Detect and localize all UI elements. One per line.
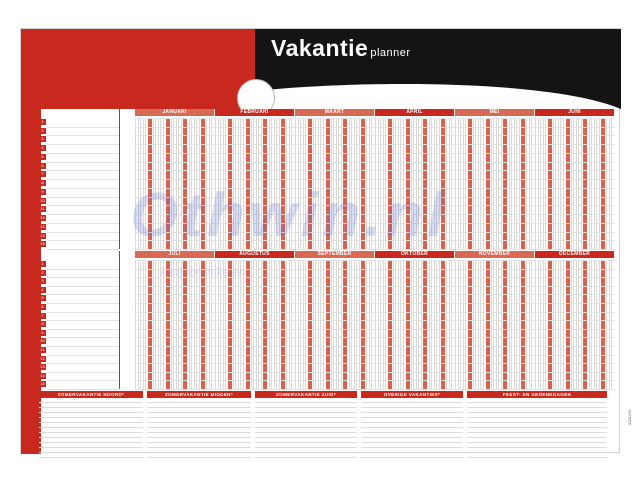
row-line <box>47 277 119 278</box>
legend-text-line <box>147 419 251 423</box>
legend-text-line <box>255 434 357 438</box>
row-number: 11 <box>40 206 45 212</box>
row-number: 8 <box>39 321 46 327</box>
weekend-stripe <box>583 260 587 389</box>
grid-row-line <box>135 294 615 295</box>
row-line <box>47 179 119 180</box>
legend-text-line <box>39 439 143 443</box>
grid-row-line <box>135 312 615 313</box>
row-number: 12 <box>40 215 45 221</box>
legend-text-line <box>147 424 251 428</box>
row-number: 15 <box>40 241 45 247</box>
row-line <box>47 337 119 338</box>
legend-text-line <box>255 404 357 408</box>
month-header: OKTOBER <box>375 251 454 258</box>
legend-box <box>467 391 607 471</box>
weekend-stripe <box>361 260 365 389</box>
weekend-stripe <box>166 260 170 389</box>
legend-text-line <box>147 439 251 443</box>
weekend-stripe <box>601 260 605 389</box>
month-header: APRIL <box>375 109 454 116</box>
legend-box <box>147 391 251 471</box>
legend-text-line <box>255 419 357 423</box>
row-line <box>47 249 119 250</box>
grid-row-line <box>135 363 615 364</box>
legend-text-line <box>147 434 251 438</box>
month-header: SEPTEMBER <box>295 251 374 258</box>
row-line <box>47 135 119 136</box>
weekend-stripe <box>406 260 410 389</box>
month-header: NOVEMBER <box>455 251 534 258</box>
row-number: 3 <box>39 136 46 142</box>
legend-text-line <box>467 429 607 433</box>
header-red-panel <box>21 29 255 109</box>
row-line <box>47 144 119 145</box>
watermark-subtext: kantoorartikelen <box>160 265 246 279</box>
legend-text-line <box>467 414 607 418</box>
weekend-stripe <box>548 118 552 249</box>
legend-title: FEEST- EN GEDENKDAGEN <box>467 391 607 398</box>
weekend-stripe <box>343 260 347 389</box>
legend-text-line <box>147 444 251 448</box>
row-number: 9 <box>39 330 46 336</box>
legend-text-line <box>467 409 607 413</box>
legend-text-line <box>467 444 607 448</box>
row-number: 14 <box>40 232 45 238</box>
legend-text-line <box>255 449 357 453</box>
legend-text-line <box>39 399 143 403</box>
weekend-stripe <box>441 260 445 389</box>
legend-text-line <box>467 399 607 403</box>
grid-row-line <box>135 320 615 321</box>
legend-text-line <box>147 404 251 408</box>
month-header: FEBRUARI <box>215 109 294 116</box>
grid-row-line <box>135 346 615 347</box>
row-number: 13 <box>40 364 45 370</box>
row-number: 8 <box>39 180 46 186</box>
grid-row-line <box>135 118 615 119</box>
legend-text-line <box>39 409 143 413</box>
legend-box <box>361 391 463 471</box>
page-title <box>271 35 411 62</box>
legend-text-line <box>361 414 463 418</box>
legend-text-line <box>467 439 607 443</box>
legend-text-line <box>39 419 143 423</box>
legend-title: OVERIGE VAKANTIES* <box>361 391 463 398</box>
grid-row-line <box>135 303 615 304</box>
row-line <box>47 355 119 356</box>
row-number: 10 <box>40 197 45 203</box>
weekend-stripe <box>281 260 285 389</box>
legend-text-line <box>39 444 143 448</box>
grid-row-line <box>135 260 615 261</box>
row-line <box>47 162 119 163</box>
grid-row-line <box>135 372 615 373</box>
row-number: 6 <box>39 304 46 310</box>
grid-row-line <box>135 153 615 154</box>
row-line <box>47 389 119 390</box>
legend-text-line <box>147 454 251 458</box>
row-line <box>47 188 119 189</box>
row-line <box>47 170 119 171</box>
row-line <box>47 329 119 330</box>
legend-text-line <box>361 449 463 453</box>
month-header: AUGUSTUS <box>215 251 294 258</box>
weekend-stripe <box>183 260 187 389</box>
weekend-stripe <box>566 260 570 389</box>
legend-title: ZOMERVAKANTIE ZUID* <box>255 391 357 398</box>
weekend-stripe <box>263 260 267 389</box>
legend-text-line <box>39 414 143 418</box>
legend-text-line <box>467 449 607 453</box>
row-line <box>47 346 119 347</box>
legend-text-line <box>39 424 143 428</box>
grid-row-line <box>135 337 615 338</box>
legend-text-line <box>361 444 463 448</box>
weekend-stripe <box>521 118 525 249</box>
weekend-stripe <box>468 260 472 389</box>
name-column <box>39 109 120 249</box>
legend-text-line <box>255 439 357 443</box>
watermark-text: Othwin.nl <box>130 181 449 250</box>
legend-text-line <box>467 404 607 408</box>
legend-text-line <box>361 419 463 423</box>
legend-text-line <box>147 414 251 418</box>
legend-box <box>39 391 143 471</box>
legend-title: ZOMERVAKANTIE NOORD* <box>39 391 143 398</box>
title-main: Vakantie <box>271 35 369 61</box>
row-number: 7 <box>39 171 46 177</box>
row-line <box>47 223 119 224</box>
legend-text-line <box>361 439 463 443</box>
weekend-stripe <box>228 260 232 389</box>
legend-text-line <box>147 449 251 453</box>
row-line <box>47 312 119 313</box>
weekend-stripe <box>326 260 330 389</box>
row-number: 1 <box>39 261 46 267</box>
weekend-stripe <box>548 260 552 389</box>
calendar-block-jul-dec <box>39 251 615 389</box>
row-line <box>47 197 119 198</box>
legend-text-line <box>255 444 357 448</box>
row-line <box>47 380 119 381</box>
weekend-stripe <box>201 260 205 389</box>
name-column <box>39 251 120 389</box>
legend-title: ZOMERVAKANTIE MIDDEN* <box>147 391 251 398</box>
weekend-stripe <box>521 260 525 389</box>
weekend-stripe <box>148 260 152 389</box>
month-header: JULI <box>135 251 214 258</box>
legend-text-line <box>467 419 607 423</box>
weekend-stripe <box>486 118 490 249</box>
weekend-stripe <box>503 260 507 389</box>
legend-text-line <box>39 434 143 438</box>
row-number: 4 <box>39 287 46 293</box>
weekend-stripe <box>388 260 392 389</box>
legend-text-line <box>147 399 251 403</box>
row-number: 1 <box>39 119 46 125</box>
legend-text-line <box>147 429 251 433</box>
product-code: 0001215 <box>627 409 632 425</box>
row-number: 14 <box>40 372 45 378</box>
weekend-stripe <box>308 260 312 389</box>
row-line <box>47 372 119 373</box>
legend-text-line <box>39 449 143 453</box>
month-header: MAART <box>295 109 374 116</box>
legend-text-line <box>39 404 143 408</box>
weekend-stripe <box>503 118 507 249</box>
legend-text-line <box>467 454 607 458</box>
row-line <box>47 363 119 364</box>
month-header: DECEMBER <box>535 251 614 258</box>
legend-text-line <box>361 404 463 408</box>
legend-text-line <box>255 429 357 433</box>
legend-text-line <box>361 454 463 458</box>
row-number: 15 <box>40 381 45 387</box>
row-number: 3 <box>39 278 46 284</box>
weekend-stripe <box>486 260 490 389</box>
legend-text-line <box>39 454 143 458</box>
grid-row-line <box>135 329 615 330</box>
row-number: 6 <box>39 163 46 169</box>
row-line <box>47 214 119 215</box>
grid-row-line <box>135 162 615 163</box>
grid-row-line <box>135 389 615 390</box>
month-header: JUNI <box>535 109 614 116</box>
grid-row-line <box>135 127 615 128</box>
grid-row-line <box>135 135 615 136</box>
weekend-stripe <box>601 118 605 249</box>
weekend-stripe <box>423 260 427 389</box>
legend-box <box>255 391 357 471</box>
row-number: 11 <box>40 347 45 352</box>
row-line <box>47 294 119 295</box>
row-number: 2 <box>39 270 46 276</box>
title-sub: planner <box>370 47 411 59</box>
grid-row-line <box>135 380 615 381</box>
legend-text-line <box>39 429 143 433</box>
grid-row-line <box>135 355 615 356</box>
row-number: 4 <box>39 145 46 151</box>
left-red-strip <box>21 109 41 454</box>
legend-text-line <box>255 454 357 458</box>
legend-text-line <box>147 409 251 413</box>
row-number: 10 <box>40 338 45 344</box>
legend-text-line <box>361 399 463 403</box>
row-number: 9 <box>39 189 46 195</box>
legend-text-line <box>255 399 357 403</box>
row-number: 7 <box>39 313 46 319</box>
row-number: 5 <box>39 154 46 160</box>
legend-text-line <box>361 429 463 433</box>
row-line <box>47 232 119 233</box>
legend-text-line <box>361 409 463 413</box>
weekend-stripe <box>583 118 587 249</box>
row-line <box>47 269 119 270</box>
month-header: MEI <box>455 109 534 116</box>
legend-text-line <box>467 424 607 428</box>
row-line <box>47 153 119 154</box>
legend-text-line <box>255 424 357 428</box>
grid-row-line <box>135 286 615 287</box>
weekend-stripe <box>566 118 570 249</box>
row-line <box>47 127 119 128</box>
header-swoosh <box>255 71 621 109</box>
row-line <box>47 240 119 241</box>
legend-text-line <box>361 424 463 428</box>
row-number: 13 <box>40 223 45 229</box>
legend-text-line <box>255 409 357 413</box>
row-number: 5 <box>39 295 46 301</box>
month-header: JANUARI <box>135 109 214 116</box>
grid-row-line <box>135 170 615 171</box>
legend-text-line <box>467 434 607 438</box>
row-number: 2 <box>39 128 46 134</box>
weekend-stripe <box>468 118 472 249</box>
grid-row-line <box>135 144 615 145</box>
legend-text-line <box>361 434 463 438</box>
row-number: 12 <box>40 355 45 361</box>
row-line <box>47 303 119 304</box>
weekend-stripe <box>246 260 250 389</box>
row-line <box>47 320 119 321</box>
legend-text-line <box>255 414 357 418</box>
row-line <box>47 286 119 287</box>
row-line <box>47 205 119 206</box>
